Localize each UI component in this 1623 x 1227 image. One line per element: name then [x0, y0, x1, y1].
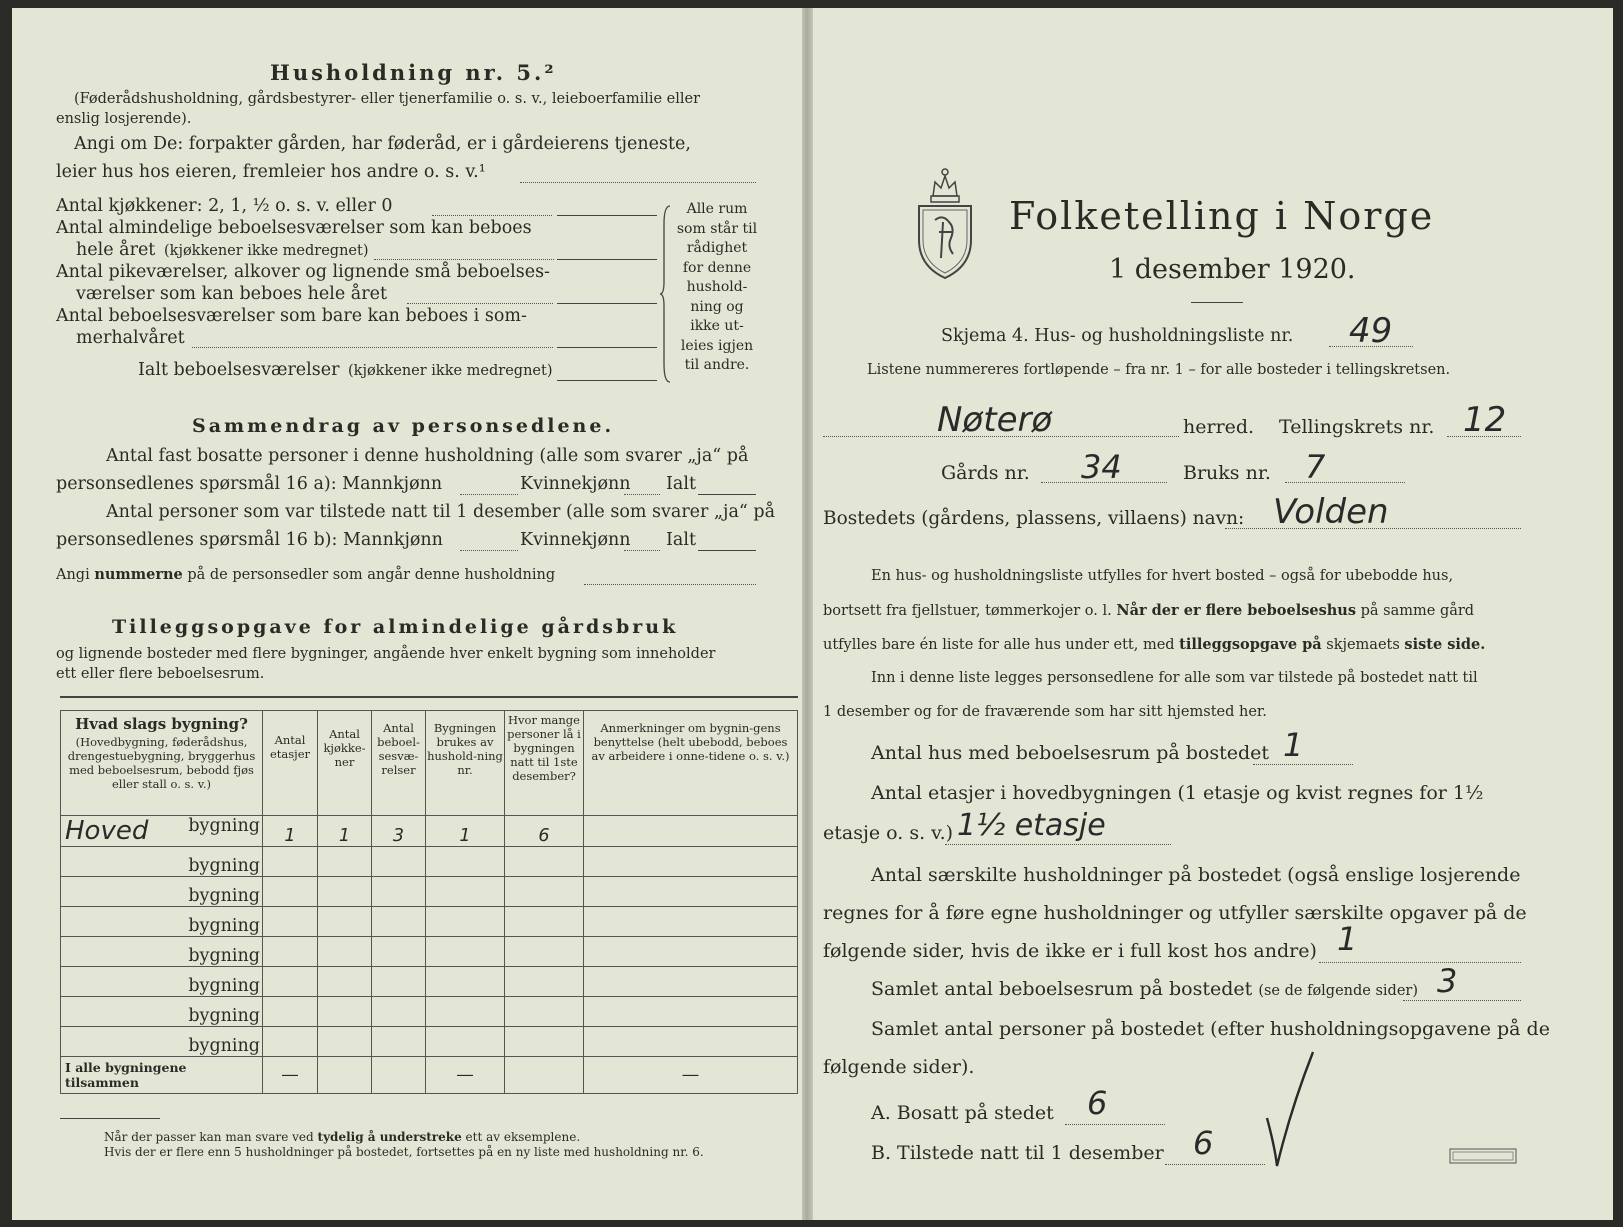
- para2-line2: 1 desember og for de fraværende som har sitt hjemsted her.: [823, 704, 1267, 720]
- summary-title: Sammendrag av personsedlene.: [192, 415, 615, 437]
- footnote-1: Når der passer kan man svare ved tydelig å understreke ett av eksemplene.: [104, 1130, 581, 1144]
- household-note-2: enslig losjerende).: [56, 111, 192, 127]
- footnote-2: Hvis der er flere enn 5 husholdninger på bostedet, fortsettes på en ny liste med husholdning nr. 6.: [104, 1145, 704, 1159]
- bosted-value: Volden: [1273, 492, 1389, 532]
- q4-value: 3: [1437, 962, 1458, 1000]
- kitchens-label: Antal kjøkkener: 2, 1, ½ o. s. v. eller 0: [56, 196, 393, 216]
- coat-of-arms-icon: [913, 162, 977, 280]
- table-row: Hoved bygning 1 1 3 1 6: [61, 816, 798, 847]
- kvinne-label-2: Kvinnekjønn: [520, 530, 631, 550]
- tellingskrets-label: Tellingskrets nr.: [1279, 416, 1435, 438]
- herred-value: Nøterø: [937, 400, 1053, 440]
- q3-value: 1: [1337, 920, 1358, 958]
- q2-label-a: Antal etasjer i hovedbygningen (1 etasje og kvist regnes for 1½: [871, 782, 1484, 804]
- extra-title: Tilleggsopgave for almindelige gårdsbruk: [112, 616, 679, 638]
- q1-value: 1: [1283, 726, 1304, 764]
- gards-label: Gårds nr.: [941, 462, 1030, 484]
- para1-line2: bortsett fra fjellstuer, tømmerkojer o. l. Når der er flere beboelseshus på samme gård: [823, 602, 1475, 619]
- q2-value: 1½ etasje: [957, 808, 1106, 843]
- q2-label-b: etasje o. s. v.): [823, 822, 954, 844]
- census-date: 1 desember 1920.: [1109, 254, 1356, 285]
- col-header-type: Hvad slags bygning? (Hovedbygning, føderådshus, drengestuebygning, bryggerhus med beboelsesrum, bebodd fjøs eller stall o. s. v.): [61, 711, 263, 816]
- table-row: bygning: [61, 907, 798, 937]
- main-title: Folketelling i Norge: [1009, 194, 1435, 238]
- para1-line3: utfylles bare én liste for alle hus under ett, med tilleggsopgave på skjemaets siste side.: [823, 636, 1486, 653]
- para1-line1: En hus- og husholdningsliste utfylles for hvert bosted – også for ubebodde hus,: [871, 568, 1454, 584]
- extra-line-1: og lignende bosteder med flere bygninger, angående hver enkelt bygning som inneholder: [56, 646, 716, 662]
- col-header-personer: Hvor mange personer lå i bygningen natt til 1ste desember?: [505, 711, 584, 816]
- building-table: [60, 710, 798, 1094]
- household-title: Husholdning nr. 5.²: [270, 60, 557, 85]
- bosted-label: Bostedets (gårdens, plassens, villaens) navn:: [823, 508, 1245, 529]
- para2-line1: Inn i denne liste legges personsedlene for alle som var tilstede på bostedet natt til: [871, 670, 1478, 686]
- q1-label: Antal hus med beboelsesrum på bostedet: [871, 742, 1270, 764]
- kvinne-label-1: Kvinnekjønn: [520, 474, 631, 494]
- summary-1b: personsedlenes spørsmål 16 a): Mannkjønn: [56, 474, 443, 494]
- right-page: [813, 8, 1613, 1220]
- herred-label: herred.: [1183, 416, 1255, 438]
- summary-2a: Antal personer som var tilstede natt til 1 desember (alle som svarer „ja“ på: [106, 502, 776, 522]
- table-row: bygning: [61, 937, 798, 967]
- rooms3-label-a: Antal beboelsesværelser som bare kan beboes i som-: [56, 306, 527, 326]
- table-row: bygning: [61, 847, 798, 877]
- skjema-label: Skjema 4. Hus- og husholdningsliste nr.: [941, 326, 1294, 346]
- tellingskrets-nr: 12: [1463, 400, 1507, 440]
- check-mark-icon: [1261, 1048, 1321, 1168]
- ialt-label: Ialt beboelsesværelser: [138, 360, 340, 380]
- bracket-note: Alle rum som står til rådighet for denne hushold- ning og ikke ut- leies igjen til andre.: [676, 201, 758, 373]
- table-row: bygning: [61, 997, 798, 1027]
- extra-line-2: ett eller flere beboelsesrum.: [56, 666, 265, 682]
- page-fold: [800, 8, 814, 1220]
- angi-line-2: leier hus hos eieren, fremleier hos andre o. s. v.¹: [56, 162, 486, 182]
- q5-label-a: Samlet antal personer på bostedet (efter husholdningsopgavene på de: [871, 1018, 1550, 1040]
- bruks-nr: 7: [1305, 448, 1326, 486]
- q4-label: Samlet antal beboelsesrum på bostedet (se de følgende sider): [871, 978, 1419, 1000]
- rooms3-label-b: merhalvåret: [76, 328, 185, 348]
- q3-label-a: Antal særskilte husholdninger på bostedet (også enslige losjerende: [871, 864, 1521, 886]
- angi-nummerne: Angi nummerne på de personsedler som angår denne husholdning: [56, 566, 556, 583]
- rooms2-label-b: værelser som kan beboes hele året: [76, 284, 387, 304]
- rooms2-label-a: Antal pikeværelser, alkover og lignende små beboelses-: [56, 262, 550, 282]
- rooms1-label-a: Antal almindelige beboelsesværelser som kan beboes: [56, 218, 532, 238]
- col-header-anmerkninger: Anmerkninger om bygnin-gens benyttelse (helt ubebodd, beboes av arbeidere i onne-tidene o. s. v.): [584, 711, 798, 816]
- summary-2b: personsedlenes spørsmål 16 b): Mannkjønn: [56, 530, 443, 550]
- printer-stamp-icon: [1449, 1148, 1517, 1164]
- table-row: bygning: [61, 967, 798, 997]
- table-row: bygning: [61, 877, 798, 907]
- summary-1a: Antal fast bosatte personer i denne husholdning (alle som svarer „ja“ på: [106, 446, 749, 466]
- table-header-row: [61, 711, 798, 816]
- qa-label: A. Bosatt på stedet: [871, 1102, 1054, 1124]
- household-note-1: (Føderådshusholdning, gårdsbestyrer- eller tjenerfamilie o. s. v., leieboerfamilie eller: [74, 91, 701, 107]
- table-row: bygning: [61, 1027, 798, 1057]
- ialt-label-2: Ialt: [666, 530, 696, 550]
- bruks-label: Bruks nr.: [1183, 462, 1271, 484]
- col-header-rum: Antal beboel-sesvæ-relser: [372, 711, 426, 816]
- qa-value: 6: [1087, 1084, 1108, 1122]
- col-header-kjokken: Antal kjøkke-ner: [318, 711, 372, 816]
- bracket-icon: [660, 204, 674, 384]
- q3-label-b: regnes for å føre egne husholdninger og utfyller særskilte opgaver på de: [823, 902, 1527, 924]
- rooms1-label-b: hele året: [76, 240, 156, 260]
- qb-label: B. Tilstede natt til 1 desember: [871, 1142, 1164, 1164]
- col-header-etasjer: Antal etasjer: [263, 711, 318, 816]
- qb-value: 6: [1193, 1124, 1214, 1162]
- q3-label-c: følgende sider, hvis de ikke er i full kost hos andre): [823, 940, 1317, 962]
- ialt-label-1: Ialt: [666, 474, 696, 494]
- gards-nr: 34: [1081, 448, 1122, 486]
- listene-note: Listene nummereres fortløpende – fra nr. 1 – for alle bosteder i tellingskretsen.: [867, 362, 1451, 378]
- rooms1-label-c: (kjøkkener ikke medregnet): [164, 243, 369, 259]
- ialt-note: (kjøkkener ikke medregnet): [348, 363, 553, 379]
- skjema-nr: 49: [1349, 311, 1393, 351]
- col-header-hushold: Bygningen brukes av hushold-ning nr.: [426, 711, 505, 816]
- table-total-row: I alle bygningene tilsammen — — —: [61, 1057, 798, 1094]
- q5-label-b: følgende sider).: [823, 1056, 975, 1078]
- left-page: [12, 8, 802, 1220]
- angi-line-1: Angi om De: forpakter gården, har føderåd, er i gårdeierens tjeneste,: [74, 134, 691, 154]
